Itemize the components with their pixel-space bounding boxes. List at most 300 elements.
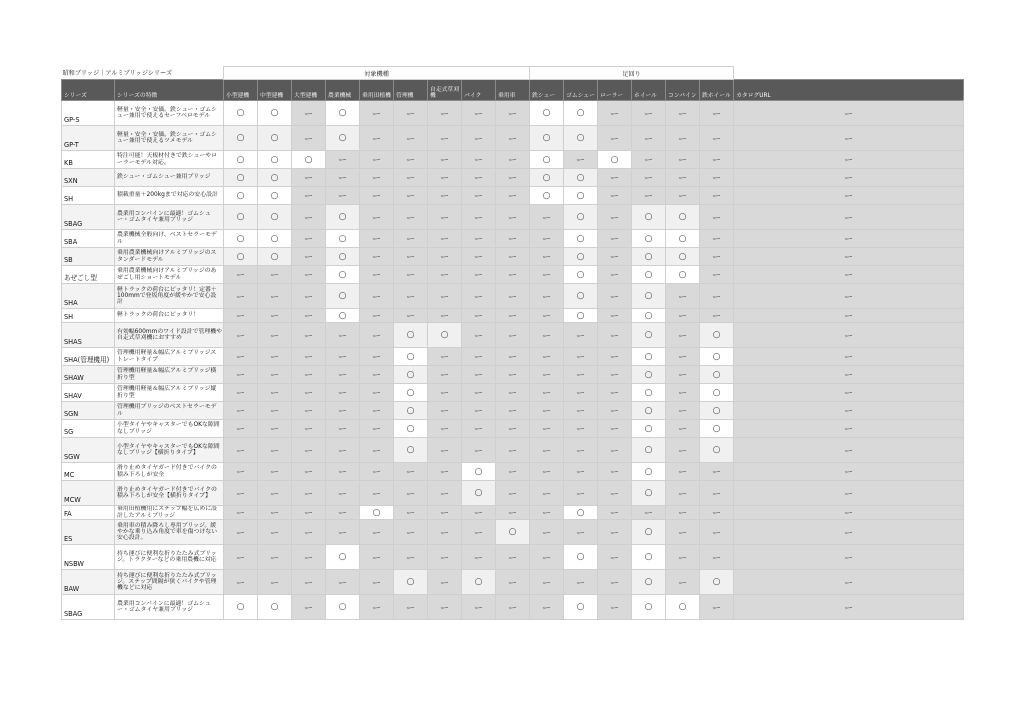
table-row	[62, 506, 964, 520]
series-name: SXN	[62, 169, 115, 187]
compatible-mark: ○	[666, 230, 700, 248]
not-compatible-mark: ー	[462, 402, 496, 420]
not-compatible-mark: ー	[734, 545, 964, 570]
compatible-mark: ○	[326, 205, 360, 230]
table-row	[62, 384, 964, 402]
series-table	[61, 66, 964, 620]
not-compatible-mark: ー	[700, 230, 734, 248]
compatible-mark: ○	[564, 126, 598, 151]
compatible-mark: ○	[666, 266, 700, 284]
not-compatible-mark: ー	[462, 420, 496, 438]
not-compatible-mark: ー	[360, 205, 394, 230]
not-compatible-mark: ー	[224, 506, 258, 520]
table-row	[62, 348, 964, 366]
compatible-mark: ○	[700, 402, 734, 420]
compatible-mark: ○	[326, 266, 360, 284]
table-row	[62, 366, 964, 384]
not-compatible-mark: ー	[224, 463, 258, 481]
compatible-mark: ○	[224, 248, 258, 266]
not-compatible-mark: ー	[428, 420, 462, 438]
not-compatible-mark: ー	[734, 284, 964, 309]
table-row	[62, 323, 964, 348]
compatible-mark: ○	[632, 520, 666, 545]
compatible-mark: ○	[632, 384, 666, 402]
table-row	[62, 595, 964, 620]
not-compatible-mark: ー	[598, 266, 632, 284]
not-compatible-mark: ー	[326, 481, 360, 506]
not-compatible-mark: ー	[530, 463, 564, 481]
not-compatible-mark: ー	[496, 595, 530, 620]
not-compatible-mark: ー	[632, 101, 666, 126]
compatible-mark: ○	[632, 438, 666, 463]
not-compatible-mark: ー	[530, 520, 564, 545]
compatible-mark: ○	[564, 506, 598, 520]
not-compatible-mark: ー	[734, 481, 964, 506]
not-compatible-mark: ー	[462, 187, 496, 205]
not-compatible-mark: ー	[632, 151, 666, 169]
not-compatible-mark: ー	[700, 151, 734, 169]
not-compatible-mark: ー	[632, 126, 666, 151]
series-name: MC	[62, 463, 115, 481]
not-compatible-mark: ー	[428, 520, 462, 545]
not-compatible-mark: ー	[462, 169, 496, 187]
series-feature: 乗用田植機用にステップ幅を広めに設計したアルミブリッジ	[115, 506, 224, 520]
not-compatible-mark: ー	[360, 230, 394, 248]
not-compatible-mark: ー	[700, 595, 734, 620]
not-compatible-mark: ー	[564, 570, 598, 595]
not-compatible-mark: ー	[360, 420, 394, 438]
not-compatible-mark: ー	[462, 205, 496, 230]
not-compatible-mark: ー	[326, 506, 360, 520]
compatible-mark: ○	[224, 126, 258, 151]
not-compatible-mark: ー	[258, 366, 292, 384]
not-compatible-mark: ー	[530, 481, 564, 506]
column-header-feature: シリーズの特徴	[115, 80, 224, 101]
not-compatible-mark: ー	[292, 187, 326, 205]
table-row	[62, 284, 964, 309]
not-compatible-mark: ー	[734, 101, 964, 126]
not-compatible-mark: ー	[292, 402, 326, 420]
compatible-mark: ○	[632, 481, 666, 506]
not-compatible-mark: ー	[394, 205, 428, 230]
not-compatible-mark: ー	[292, 169, 326, 187]
not-compatible-mark: ー	[394, 266, 428, 284]
not-compatible-mark: ー	[700, 520, 734, 545]
table-row	[62, 151, 964, 169]
table-row	[62, 126, 964, 151]
not-compatible-mark: ー	[564, 481, 598, 506]
not-compatible-mark: ー	[394, 520, 428, 545]
not-compatible-mark: ー	[224, 266, 258, 284]
not-compatible-mark: ー	[530, 205, 564, 230]
compatible-mark: ○	[564, 266, 598, 284]
not-compatible-mark: ー	[598, 366, 632, 384]
not-compatible-mark: ー	[700, 205, 734, 230]
not-compatible-mark: ー	[734, 463, 964, 481]
not-compatible-mark: ー	[326, 420, 360, 438]
not-compatible-mark: ー	[734, 230, 964, 248]
not-compatible-mark: ー	[360, 187, 394, 205]
series-name: SHA(管理機用)	[62, 348, 115, 366]
not-compatible-mark: ー	[394, 595, 428, 620]
not-compatible-mark: ー	[258, 420, 292, 438]
not-compatible-mark: ー	[598, 230, 632, 248]
compatible-mark: ○	[632, 366, 666, 384]
not-compatible-mark: ー	[360, 595, 394, 620]
compatible-mark: ○	[598, 151, 632, 169]
not-compatible-mark: ー	[394, 230, 428, 248]
not-compatible-mark: ー	[258, 506, 292, 520]
table-row	[62, 520, 964, 545]
series-name: SH	[62, 309, 115, 323]
compatible-mark: ○	[258, 187, 292, 205]
not-compatible-mark: ー	[360, 309, 394, 323]
not-compatible-mark: ー	[360, 570, 394, 595]
not-compatible-mark: ー	[530, 248, 564, 266]
not-compatible-mark: ー	[360, 384, 394, 402]
not-compatible-mark: ー	[496, 126, 530, 151]
not-compatible-mark: ー	[666, 384, 700, 402]
series-feature: 管理機用軽量＆幅広アルミブリッジ縦折り型	[115, 384, 224, 402]
not-compatible-mark: ー	[428, 187, 462, 205]
series-name: SHAW	[62, 366, 115, 384]
not-compatible-mark: ー	[326, 520, 360, 545]
not-compatible-mark: ー	[258, 438, 292, 463]
series-name: FA	[62, 506, 115, 520]
compatible-mark: ○	[564, 230, 598, 248]
column-header-feet: 鉄シュー	[530, 80, 564, 101]
not-compatible-mark: ー	[258, 266, 292, 284]
not-compatible-mark: ー	[530, 230, 564, 248]
not-compatible-mark: ー	[462, 101, 496, 126]
not-compatible-mark: ー	[496, 151, 530, 169]
series-name: SHA	[62, 284, 115, 309]
not-compatible-mark: ー	[598, 463, 632, 481]
series-feature: 軽トラックの荷台にピッタリ！	[115, 309, 224, 323]
not-compatible-mark: ー	[666, 570, 700, 595]
not-compatible-mark: ー	[326, 402, 360, 420]
not-compatible-mark: ー	[360, 169, 394, 187]
not-compatible-mark: ー	[224, 309, 258, 323]
not-compatible-mark: ー	[292, 126, 326, 151]
compatible-mark: ○	[326, 230, 360, 248]
not-compatible-mark: ー	[598, 101, 632, 126]
not-compatible-mark: ー	[292, 481, 326, 506]
compatible-mark: ○	[394, 438, 428, 463]
series-name: GP-T	[62, 126, 115, 151]
not-compatible-mark: ー	[666, 323, 700, 348]
not-compatible-mark: ー	[428, 348, 462, 366]
not-compatible-mark: ー	[292, 323, 326, 348]
not-compatible-mark: ー	[258, 520, 292, 545]
not-compatible-mark: ー	[530, 506, 564, 520]
not-compatible-mark: ー	[530, 595, 564, 620]
not-compatible-mark: ー	[428, 248, 462, 266]
table-row	[62, 205, 964, 230]
compatible-mark: ○	[530, 126, 564, 151]
not-compatible-mark: ー	[224, 481, 258, 506]
not-compatible-mark: ー	[224, 366, 258, 384]
compatible-mark: ○	[530, 169, 564, 187]
compatible-mark: ○	[564, 309, 598, 323]
series-feature: 管理機用軽量＆幅広アルミブリッジストレートタイプ	[115, 348, 224, 366]
compatible-mark: ○	[224, 595, 258, 620]
compatible-mark: ○	[394, 570, 428, 595]
page-title: 昭和ブリッジ｜アルミブリッジシリーズ	[62, 70, 173, 78]
compatible-mark: ○	[632, 266, 666, 284]
not-compatible-mark: ー	[394, 463, 428, 481]
not-compatible-mark: ー	[428, 595, 462, 620]
table-row	[62, 101, 964, 126]
not-compatible-mark: ー	[598, 438, 632, 463]
compatible-mark: ○	[632, 595, 666, 620]
not-compatible-mark: ー	[326, 348, 360, 366]
not-compatible-mark: ー	[224, 420, 258, 438]
not-compatible-mark: ー	[734, 205, 964, 230]
not-compatible-mark: ー	[292, 230, 326, 248]
not-compatible-mark: ー	[598, 420, 632, 438]
compatible-mark: ○	[632, 248, 666, 266]
not-compatible-mark: ー	[734, 187, 964, 205]
not-compatible-mark: ー	[700, 284, 734, 309]
series-name: SB	[62, 248, 115, 266]
not-compatible-mark: ー	[394, 545, 428, 570]
not-compatible-mark: ー	[734, 570, 964, 595]
not-compatible-mark: ー	[564, 420, 598, 438]
compatible-mark: ○	[258, 230, 292, 248]
compatible-mark: ○	[360, 506, 394, 520]
not-compatible-mark: ー	[564, 151, 598, 169]
not-compatible-mark: ー	[292, 366, 326, 384]
not-compatible-mark: ー	[530, 402, 564, 420]
compatible-mark: ○	[700, 366, 734, 384]
compatible-mark: ○	[530, 151, 564, 169]
not-compatible-mark: ー	[700, 463, 734, 481]
not-compatible-mark: ー	[496, 545, 530, 570]
not-compatible-mark: ー	[666, 309, 700, 323]
not-compatible-mark: ー	[292, 520, 326, 545]
not-compatible-mark: ー	[734, 266, 964, 284]
not-compatible-mark: ー	[598, 595, 632, 620]
not-compatible-mark: ー	[292, 248, 326, 266]
not-compatible-mark: ー	[292, 266, 326, 284]
compatible-mark: ○	[258, 169, 292, 187]
series-feature: 有効幅600mmのワイド設計で管理機や自走式草刈機におすすめ	[115, 323, 224, 348]
compatible-mark: ○	[666, 248, 700, 266]
compatible-mark: ○	[700, 420, 734, 438]
compatible-mark: ○	[564, 205, 598, 230]
group-header-target-machines: 対象機種	[224, 67, 530, 80]
compatible-mark: ○	[394, 384, 428, 402]
not-compatible-mark: ー	[666, 348, 700, 366]
table-row	[62, 438, 964, 463]
series-name: GP-S	[62, 101, 115, 126]
not-compatible-mark: ー	[666, 520, 700, 545]
group-header-undercarriage: 足回り	[530, 67, 734, 80]
series-feature: 乗用農業機械向けアルミブリッジのスタンダードモデル	[115, 248, 224, 266]
not-compatible-mark: ー	[496, 348, 530, 366]
not-compatible-mark: ー	[496, 366, 530, 384]
not-compatible-mark: ー	[394, 169, 428, 187]
not-compatible-mark: ー	[700, 545, 734, 570]
not-compatible-mark: ー	[292, 463, 326, 481]
not-compatible-mark: ー	[632, 169, 666, 187]
not-compatible-mark: ー	[496, 205, 530, 230]
not-compatible-mark: ー	[564, 463, 598, 481]
compatible-mark: ○	[530, 187, 564, 205]
compatible-mark: ○	[632, 420, 666, 438]
not-compatible-mark: ー	[598, 402, 632, 420]
compatible-mark: ○	[564, 101, 598, 126]
not-compatible-mark: ー	[360, 463, 394, 481]
compatible-mark: ○	[632, 348, 666, 366]
series-feature: 持ち運びに便利な折りたたみ式ブリッジ。ステップ間隔が狭くバイクや管理機などに対応	[115, 570, 224, 595]
compatible-mark: ○	[564, 284, 598, 309]
series-feature: 滑り止めタイヤガード付きでバイクの積み下ろしが安全	[115, 463, 224, 481]
not-compatible-mark: ー	[292, 595, 326, 620]
not-compatible-mark: ー	[428, 169, 462, 187]
series-feature: 小型タイヤやキャスターでもOKな隙間なしブリッジ	[115, 420, 224, 438]
not-compatible-mark: ー	[564, 402, 598, 420]
not-compatible-mark: ー	[428, 384, 462, 402]
not-compatible-mark: ー	[292, 101, 326, 126]
not-compatible-mark: ー	[360, 323, 394, 348]
compatible-mark: ○	[632, 284, 666, 309]
not-compatible-mark: ー	[224, 570, 258, 595]
not-compatible-mark: ー	[632, 506, 666, 520]
not-compatible-mark: ー	[462, 366, 496, 384]
not-compatible-mark: ー	[700, 248, 734, 266]
not-compatible-mark: ー	[666, 169, 700, 187]
not-compatible-mark: ー	[428, 266, 462, 284]
not-compatible-mark: ー	[462, 323, 496, 348]
not-compatible-mark: ー	[428, 438, 462, 463]
compatible-mark: ○	[632, 402, 666, 420]
not-compatible-mark: ー	[496, 101, 530, 126]
series-name: SBAG	[62, 205, 115, 230]
column-header-machine: 乗用田植機	[360, 80, 394, 101]
not-compatible-mark: ー	[734, 595, 964, 620]
not-compatible-mark: ー	[428, 126, 462, 151]
not-compatible-mark: ー	[666, 506, 700, 520]
not-compatible-mark: ー	[598, 309, 632, 323]
compatible-mark: ○	[632, 205, 666, 230]
not-compatible-mark: ー	[360, 101, 394, 126]
compatible-mark: ○	[258, 101, 292, 126]
not-compatible-mark: ー	[292, 348, 326, 366]
not-compatible-mark: ー	[598, 187, 632, 205]
not-compatible-mark: ー	[394, 151, 428, 169]
not-compatible-mark: ー	[360, 438, 394, 463]
not-compatible-mark: ー	[394, 284, 428, 309]
compatible-mark: ○	[632, 545, 666, 570]
compatible-mark: ○	[326, 248, 360, 266]
not-compatible-mark: ー	[666, 187, 700, 205]
not-compatible-mark: ー	[598, 205, 632, 230]
column-header-feet: 鉄ホイール	[700, 80, 734, 101]
not-compatible-mark: ー	[428, 570, 462, 595]
not-compatible-mark: ー	[496, 402, 530, 420]
not-compatible-mark: ー	[462, 438, 496, 463]
not-compatible-mark: ー	[462, 348, 496, 366]
table-row	[62, 230, 964, 248]
series-feature: 小型タイヤやキャスターでもOKな隙間なしブリッジ【横折りタイプ】	[115, 438, 224, 463]
compatible-mark: ○	[258, 595, 292, 620]
not-compatible-mark: ー	[462, 545, 496, 570]
compatible-mark: ○	[632, 230, 666, 248]
not-compatible-mark: ー	[666, 126, 700, 151]
not-compatible-mark: ー	[666, 402, 700, 420]
not-compatible-mark: ー	[394, 309, 428, 323]
not-compatible-mark: ー	[428, 402, 462, 420]
compatible-mark: ○	[700, 438, 734, 463]
not-compatible-mark: ー	[292, 506, 326, 520]
series-feature: 農業用コンバインに最適！ゴムシュー・ゴムタイヤ兼用ブリッジ	[115, 595, 224, 620]
table-row	[62, 402, 964, 420]
not-compatible-mark: ー	[292, 384, 326, 402]
not-compatible-mark: ー	[734, 520, 964, 545]
compatible-mark: ○	[224, 101, 258, 126]
compatible-mark: ○	[224, 151, 258, 169]
not-compatible-mark: ー	[462, 309, 496, 323]
not-compatible-mark: ー	[564, 520, 598, 545]
not-compatible-mark: ー	[428, 205, 462, 230]
not-compatible-mark: ー	[496, 323, 530, 348]
not-compatible-mark: ー	[564, 438, 598, 463]
compatible-mark: ○	[632, 570, 666, 595]
not-compatible-mark: ー	[394, 481, 428, 506]
compatible-mark: ○	[258, 205, 292, 230]
not-compatible-mark: ー	[598, 570, 632, 595]
not-compatible-mark: ー	[258, 284, 292, 309]
not-compatible-mark: ー	[224, 438, 258, 463]
not-compatible-mark: ー	[496, 420, 530, 438]
not-compatible-mark: ー	[598, 384, 632, 402]
not-compatible-mark: ー	[360, 481, 394, 506]
not-compatible-mark: ー	[428, 230, 462, 248]
not-compatible-mark: ー	[496, 481, 530, 506]
not-compatible-mark: ー	[530, 266, 564, 284]
table-row	[62, 309, 964, 323]
not-compatible-mark: ー	[394, 248, 428, 266]
not-compatible-mark: ー	[496, 284, 530, 309]
not-compatible-mark: ー	[598, 126, 632, 151]
series-feature: 滑り止めタイヤガード付きでバイクの積み下ろしが安全【横折りタイプ】	[115, 481, 224, 506]
not-compatible-mark: ー	[462, 506, 496, 520]
table-row	[62, 463, 964, 481]
not-compatible-mark: ー	[564, 384, 598, 402]
table-row	[62, 420, 964, 438]
series-feature: 持ち運びに便利な折りたたみ式ブリッジ。トラクターなどの乗用農機に対応	[115, 545, 224, 570]
not-compatible-mark: ー	[734, 384, 964, 402]
not-compatible-mark: ー	[666, 420, 700, 438]
not-compatible-mark: ー	[598, 481, 632, 506]
series-name: KB	[62, 151, 115, 169]
not-compatible-mark: ー	[224, 402, 258, 420]
column-header-machine: バイク	[462, 80, 496, 101]
not-compatible-mark: ー	[258, 402, 292, 420]
series-feature: 鉄シュー・ゴムシュー兼用ブリッジ	[115, 169, 224, 187]
not-compatible-mark: ー	[326, 438, 360, 463]
not-compatible-mark: ー	[700, 481, 734, 506]
series-feature: 積載重量＋200kgまで対応の安心設計	[115, 187, 224, 205]
series-rows	[62, 101, 964, 620]
not-compatible-mark: ー	[598, 323, 632, 348]
compatible-mark: ○	[632, 463, 666, 481]
not-compatible-mark: ー	[700, 169, 734, 187]
not-compatible-mark: ー	[224, 520, 258, 545]
bridge-series-sheet	[61, 66, 963, 620]
